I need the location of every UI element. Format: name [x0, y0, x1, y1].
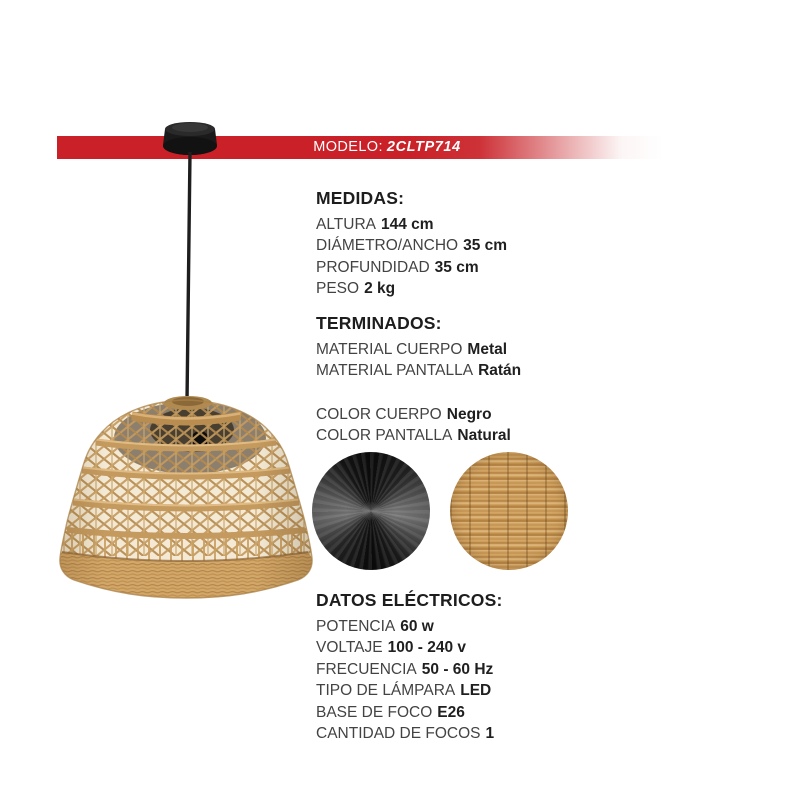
spec-label: ALTURA: [316, 216, 377, 233]
spec-value: 144 cm: [381, 216, 434, 233]
spec-row-tipo-lampara: [316, 680, 503, 701]
spec-value: 35 cm: [434, 258, 479, 276]
spec-row-potencia: [316, 616, 503, 637]
spec-value: 50 - 60 Hz: [421, 660, 494, 678]
spec-label: TIPO DE LÁMPARA: [316, 682, 456, 700]
section-title: TERMINADOS:: [316, 313, 442, 333]
model-label: MODELO:: [313, 139, 383, 155]
spec-row-material-cuerpo: [316, 339, 521, 360]
section-datos-electricos: [316, 590, 503, 744]
spec-label: POTENCIA: [316, 618, 396, 635]
spec-label: MATERIAL CUERPO: [316, 341, 463, 358]
spec-row-voltaje: [316, 637, 503, 658]
spec-value: E26: [437, 703, 465, 721]
spec-row-frecuencia: [316, 659, 503, 680]
section-medidas: [316, 188, 507, 300]
spec-value: Natural: [457, 427, 511, 445]
spec-value: LED: [460, 682, 492, 700]
spec-label: PESO: [316, 280, 360, 298]
spec-value: 2 kg: [364, 280, 396, 298]
spec-value: Negro: [446, 406, 492, 423]
spec-label: FRECUENCIA: [316, 660, 417, 678]
spec-value: 1: [485, 725, 495, 743]
spec-row-altura: [316, 214, 507, 235]
spec-row-material-pantalla: [316, 360, 521, 381]
section-title: DATOS ELÉCTRICOS:: [316, 590, 503, 610]
ceiling-canopy-icon: [163, 122, 217, 155]
model-banner-text: [313, 136, 461, 159]
spec-label: VOLTAJE: [316, 639, 383, 657]
product-photo: [40, 108, 330, 608]
ratan-natural-swatch: [450, 452, 568, 570]
spec-value: Metal: [467, 341, 508, 358]
spec-value: 60 w: [400, 618, 434, 635]
spec-row-color-cuerpo: [316, 404, 511, 425]
spec-label: DIÁMETRO/ANCHO: [316, 237, 459, 255]
spec-row-color-pantalla: [316, 425, 511, 446]
spec-row-profundidad: [316, 257, 507, 278]
spec-value: Ratán: [478, 362, 522, 380]
spec-label: COLOR CUERPO: [316, 406, 442, 423]
spec-label: CANTIDAD DE FOCOS: [316, 725, 481, 743]
model-number: 2CLTP714: [386, 139, 461, 155]
rattan-shade-icon: [58, 396, 312, 598]
section-colores: [316, 404, 511, 447]
spec-label: COLOR PANTALLA: [316, 427, 453, 445]
spec-row-cantidad-focos: [316, 723, 503, 744]
spec-label: BASE DE FOCO: [316, 703, 433, 721]
spec-row-base-foco: [316, 702, 503, 723]
spec-value: 100 - 240 v: [387, 639, 467, 657]
spec-value: 35 cm: [463, 237, 508, 255]
pendant-cord-icon: [187, 152, 190, 402]
spec-label: PROFUNDIDAD: [316, 258, 430, 276]
spec-row-peso: [316, 278, 507, 299]
spec-label: MATERIAL PANTALLA: [316, 362, 474, 380]
section-terminados: [316, 313, 521, 382]
spec-row-diametro: [316, 235, 507, 256]
metal-negro-swatch: [312, 452, 430, 570]
section-title: MEDIDAS:: [316, 188, 405, 208]
